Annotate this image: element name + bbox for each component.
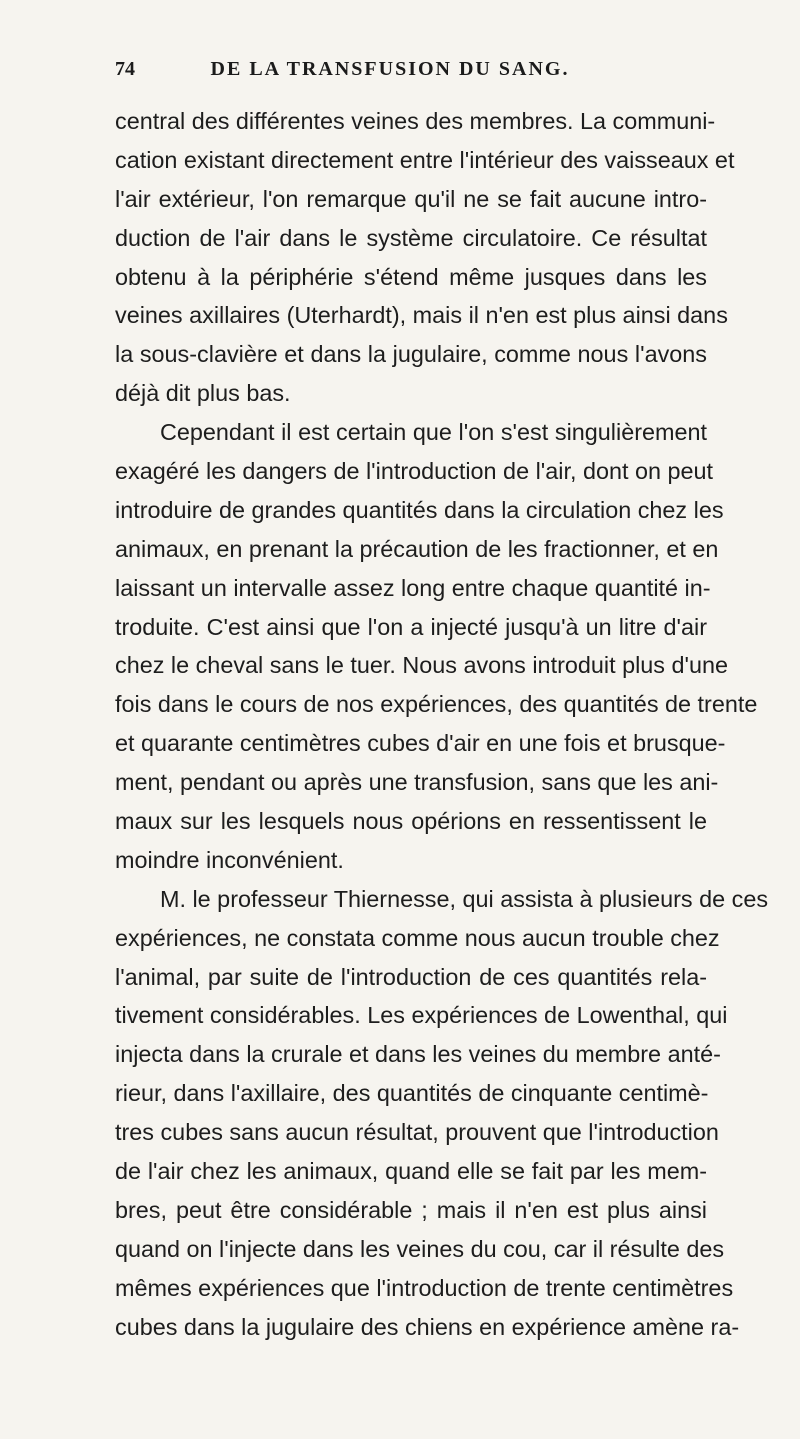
text-line: troduite. C'est ainsi que l'on a injecté jusqu'à un litre d'air <box>115 613 707 640</box>
text-line: Cependant il est certain que l'on s'est singulièrement <box>160 419 707 446</box>
text-line: quand on l'injecte dans les veines du cou, car il résulte des <box>115 1235 725 1262</box>
text-line: rieur, dans l'axillaire, des quantités de cinquante centimè- <box>115 1080 709 1107</box>
text-line: déjà dit plus bas. <box>115 380 291 407</box>
text-line: laissant un intervalle assez long entre chaque quantité in- <box>115 574 711 601</box>
text-line: bres, peut être considérable ; mais il n'en est plus ainsi <box>115 1196 707 1223</box>
text-line: chez le cheval sans le tuer. Nous avons introduit plus d'une <box>115 652 728 679</box>
text-line: tivement considérables. Les expériences de Lowenthal, qui <box>115 1002 728 1029</box>
running-title: DE LA TRANSFUSION DU SANG. <box>210 58 570 80</box>
text-line: obtenu à la périphérie s'étend même jusques dans les <box>115 263 707 290</box>
text-line: introduire de grandes quantités dans la circulation chez les <box>115 496 724 523</box>
text-line: cubes dans la jugulaire des chiens en expérience amène ra- <box>115 1313 740 1340</box>
text-line: veines axillaires (Uterhardt), mais il n'en est plus ainsi dans <box>115 302 728 329</box>
page-header <box>115 58 705 88</box>
text-line: mêmes expériences que l'introduction de trente centimètres <box>115 1274 734 1301</box>
text-line: M. le professeur Thiernesse, qui assista à plusieurs de ces <box>160 885 769 912</box>
text-line: exagéré les dangers de l'introduction de l'air, dont on peut <box>115 458 714 485</box>
text-line: la sous-clavière et dans la jugulaire, comme nous l'avons <box>115 341 707 368</box>
text-line: ment, pendant ou après une transfusion, sans que les ani- <box>115 769 719 796</box>
text-line: de l'air chez les animaux, quand elle se fait par les mem- <box>115 1158 707 1185</box>
text-line: fois dans le cours de nos expériences, des quantités de trente <box>115 691 758 718</box>
text-line: cation existant directement entre l'intérieur des vaisseaux et <box>115 146 735 173</box>
text-line: maux sur les lesquels nous opérions en ressentissent le <box>115 808 707 835</box>
text-line: moindre inconvénient. <box>115 846 344 873</box>
text-line: l'air extérieur, l'on remarque qu'il ne se fait aucune intro- <box>115 185 707 212</box>
text-line: tres cubes sans aucun résultat, prouvent que l'introduction <box>115 1119 719 1146</box>
text-line: et quarante centimètres cubes d'air en une fois et brusque- <box>115 730 726 757</box>
body-text <box>115 102 769 1347</box>
page-number: 74 <box>115 58 135 80</box>
text-line: duction de l'air dans le système circulatoire. Ce résultat <box>115 224 707 251</box>
text-line: animaux, en prenant la précaution de les fractionner, et en <box>115 535 719 562</box>
text-line: l'animal, par suite de l'introduction de ces quantités rela- <box>115 963 707 990</box>
text-line: injecta dans la crurale et dans les veines du membre anté- <box>115 1041 721 1068</box>
text-line: central des différentes veines des membres. La communi- <box>115 108 716 134</box>
text-line: expériences, ne constata comme nous aucun trouble chez <box>115 924 720 951</box>
